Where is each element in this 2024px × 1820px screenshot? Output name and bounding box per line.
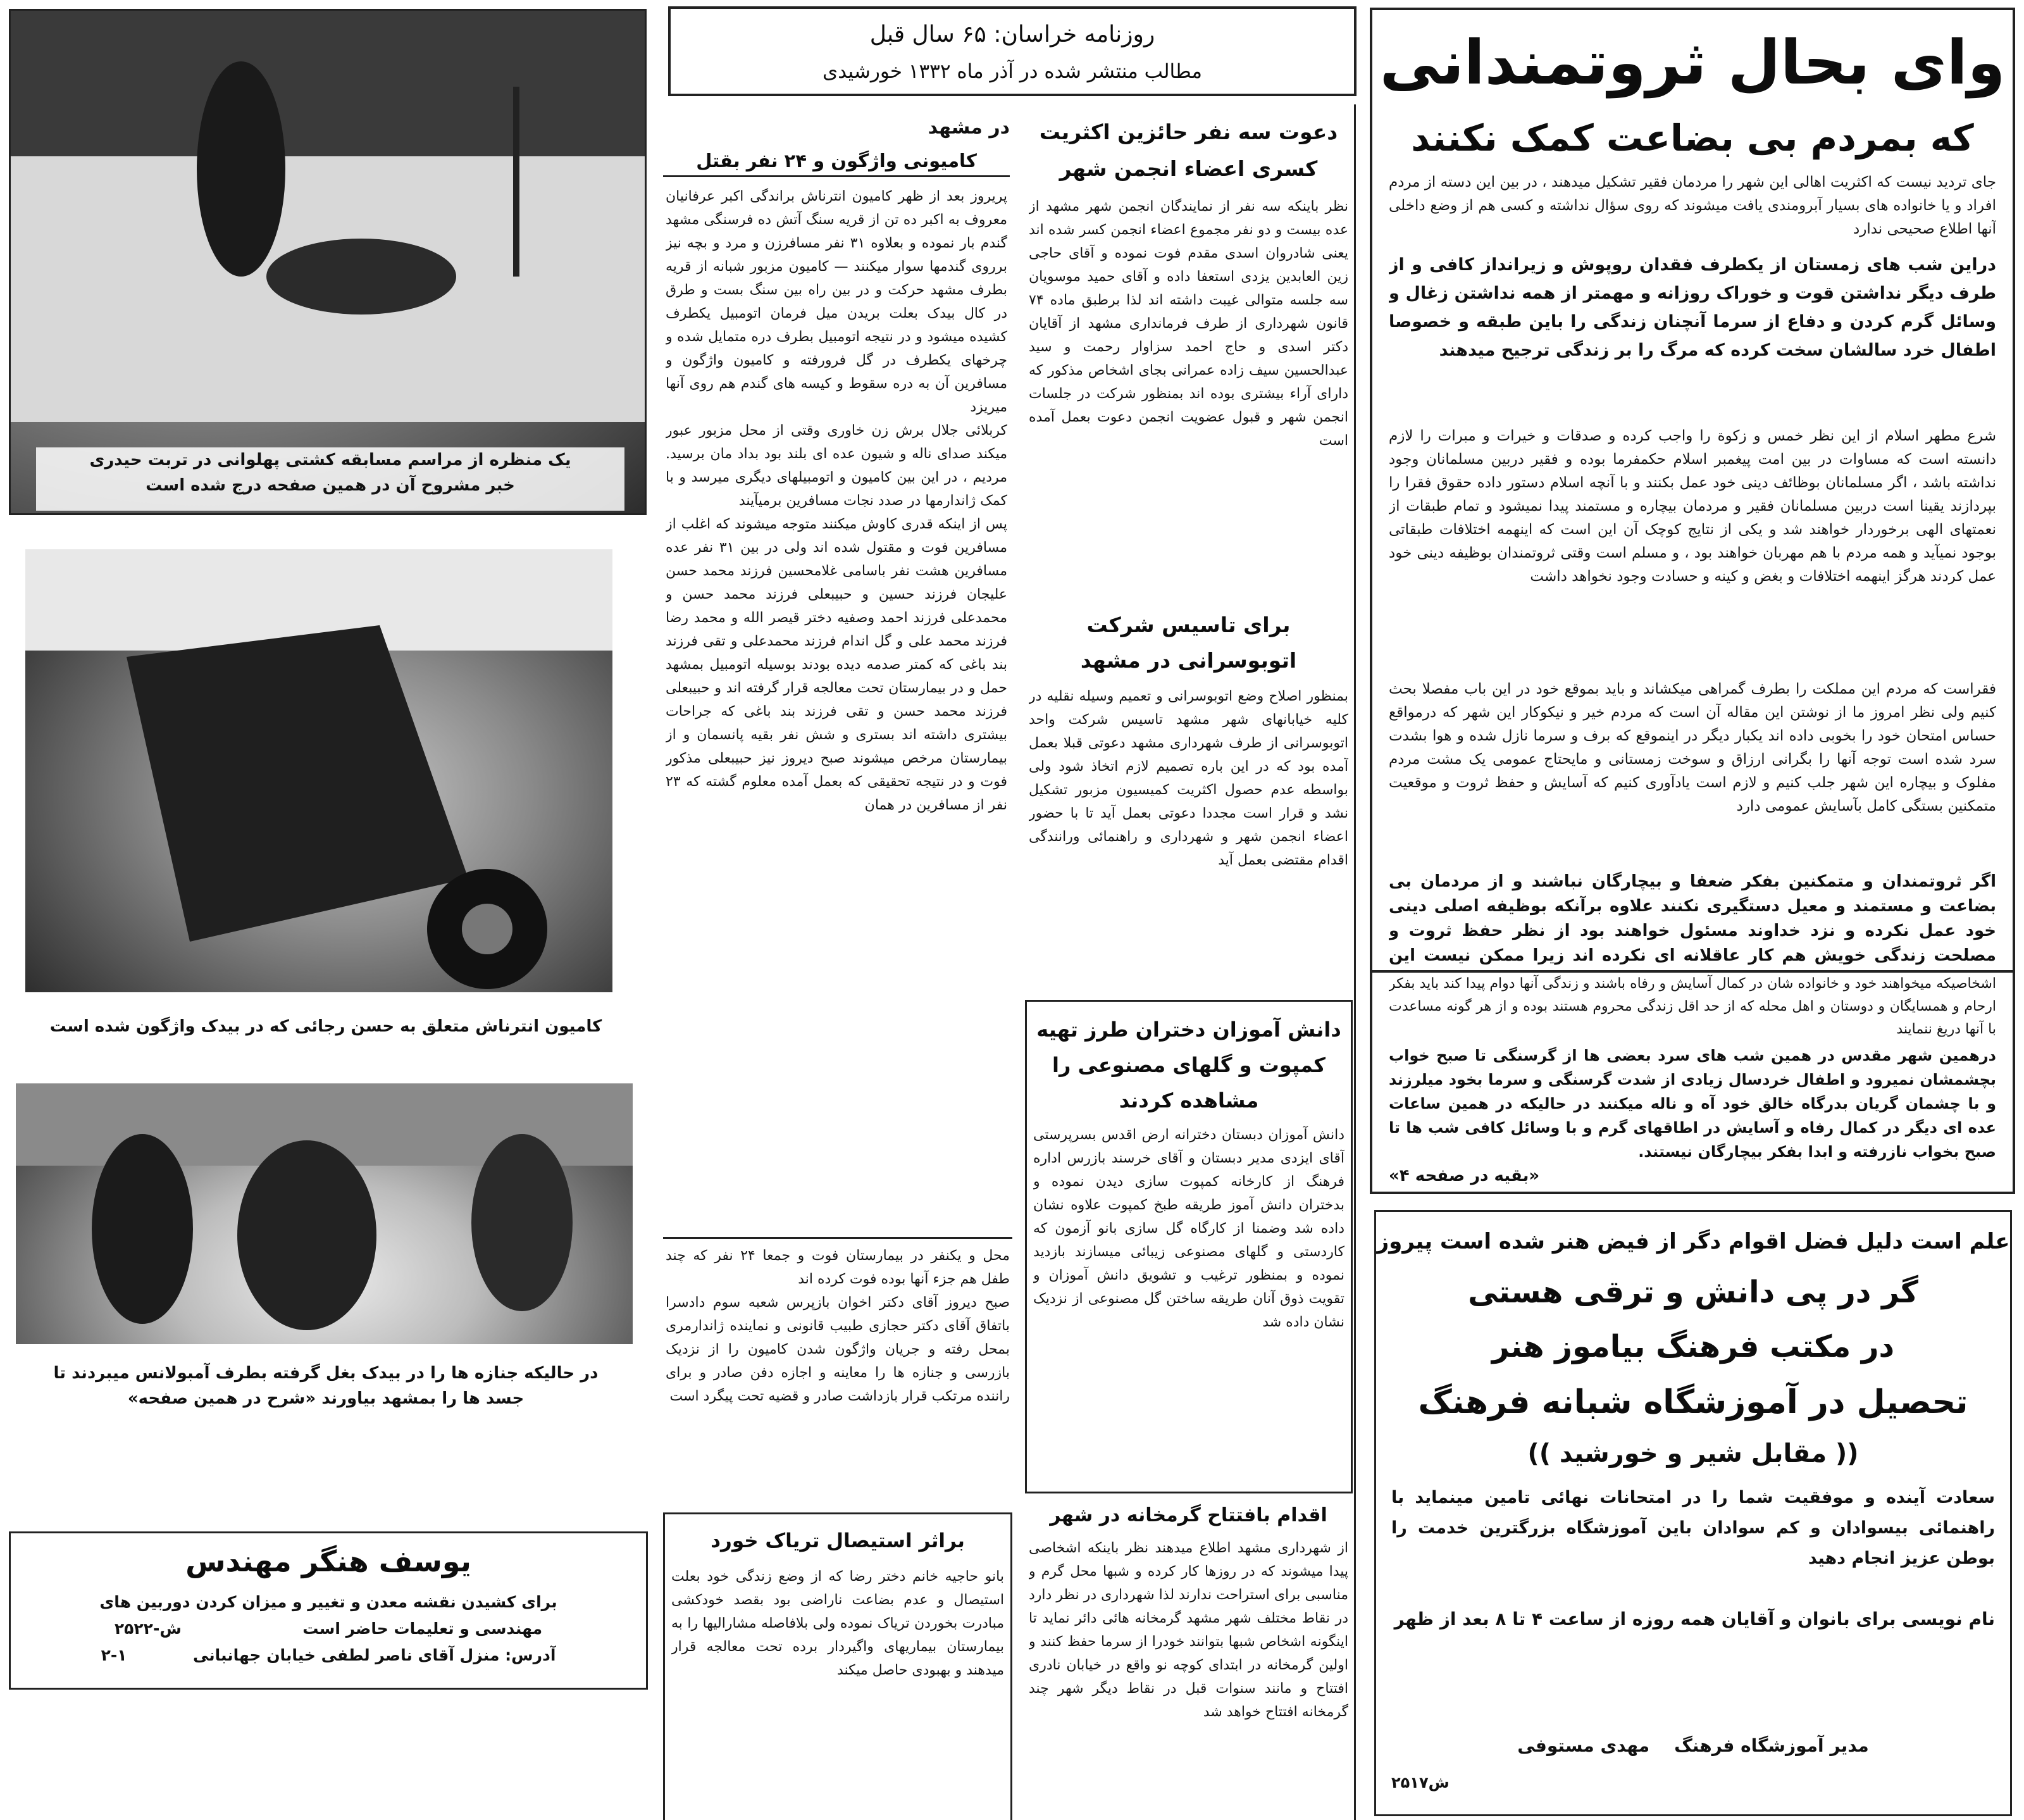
article-council — [1029, 114, 1348, 604]
masthead-subtitle: مطالب منتشر شده در آذر ماه ۱۳۳۲ خورشیدی — [823, 60, 1202, 83]
school-ad-line1: علم است دلیل فضل اقوام دگر از فیض هنر شده است پیروز — [1376, 1229, 2010, 1254]
masthead-title: روزنامه خراسان: ۶۵ سال قبل — [869, 22, 1155, 47]
article-truck-body: پریروز بعد از ظهر کامیون انترناش براندگی اکبر عرفانیان معروف به اکبر ده تن از قریه سنگ آتش ده فرسنگی مشهد گندم بار نموده و بعلاوه ۳۱ نفر مسافرزن و مرد و بچه نیز برروی گندمها سوار میکنند — کامیون مزبور شبانه از قریه بطرف مشهد حرکت و در بین راه بین سنگ بست و طرق در کال بیدک بعلت بریدن میل فرمان اتومبیل یکطرف کشیده میشود و در نتیجه اتومبیل بطرف دره متمایل شده و چرخهای یکطرف در گل فرورفته و کامیون واژگون و مسافرین آن به دره سقوط و کیسه های گندم هم روی آنها میریزد کربلائی جلال برش زن خاوری وقتی از محل مزبور عبور میکند صدای ناله و شیون عده ای بلند بود بداد مان برسید. مردیم ، در این بین کامیون و اتومبیلهای دیگری میرسد و با کمک ژاندارمها در صدد نجات مسافرین برمیآیند پس از اینکه قدری کاوش میکنند متوجه میشوند که اغلب از مسافرین فوت و مقتول شده اند ولی در بین ۳۱ نفر عده مسافرین هشت نفر باسامی غلامحسین فرزند محمد حسن علیجان فرزند حسین و حبیبعلی فرزند محمد حسن و محمدعلی فرزند احمد وصفیه دختر قیصر الله و محمد رضا فرزند محمد علی و گل اندام فرزند محمدعلی و تقی فرزند بند باغی که کمتر صدمه دیده بودند بوسیله اتومبیل بمشهد حمل و در بیمارستان تحت معالجه قرار گرفته اند و حبیبعلی فرزند محمد حسن و تقی فرزند بند باغی که جراحات بیشتری داشته اند بستری و شش نفر بقیه پانسمان و از بیمارستان مرخص میشوند صبح دیروز نیز حبیبعلی مذکور فوت و در نتیجه تحقیقی که بعمل آمده معلوم گشته که ۲۳ نفر از مسافرین در همان — [666, 189, 1007, 813]
article-truck — [663, 114, 1014, 1234]
article-bath — [1029, 1500, 1348, 1820]
wrestling-photo-art — [9, 11, 645, 515]
article-girls-body: دانش آموزان دبستان دخترانه ارض اقدس بسرپرستی آقای ایزدی مدیر دبستان و آقای خرسند بازرس اداره فرهنگ از کارخانه کمپوت سازی دیدن نموده و بدختران دانش آموز طریقه طبخ کمپوت علاوه نشان داده شد وضمنا از کارگاه گل سازی بانو آزمون که کاردستی و گلهای مصنوعی زیبائی میسازند بازدید نموده و بمنظور ترغیب و تشویق دانش آموزان و تقویت ذوق آنان طریقه ساختن گل مصنوعی از نزدیک نشان داده شد — [1033, 1127, 1344, 1330]
article-truck-headline: کامیونی واژگون و ۲۴ نفر بقتل — [663, 146, 1010, 177]
editorial-p1: جای تردید نیست که اکثریت اهالی این شهر را مردمان فقیر تشکیل میدهند ، در بین این دسته از مردم افراد و یا خانواده های بسیار آبرومندی یافت میشوند که روی سؤال نداشته و کسی هم از وضع داخلی آنها اطلاع صحیحی ندارد — [1389, 174, 1996, 237]
wrestling-caption: یک منظره از مراسم مسابقه کشتی پهلوانی در تربت حیدری خبر مشروح آن در همین صفحه درج شده است — [36, 447, 624, 511]
editorial-continued: «بقیه در صفحه ۴» — [1389, 1166, 1540, 1185]
article-bath-body: از شهرداری مشهد اطلاع میدهند نظر باینکه اشخاصی پیدا میشوند که در روزها کار کرده و شبها محل گرم و مناسبی برای استراحت ندارند لذا شهرداری در نظر دارد در نقاط مختلف شهر مشهد گرمخانه هائی دائر نماید تا اینگونه اشخاص شبها بتوانند خودرا از سرما حفظ کنند و اولین گرمخانه در ابتدای کوچه نو واقع در خیابان نادری افتتاح و مانند سنوات قبل در نقاط دیگر شهر چند گرمخانه افتتاح خواهد شد — [1029, 1540, 1348, 1720]
article-opium — [663, 1512, 1012, 1820]
truck-caption: کامیون انترناش متعلق به حسن رجائی که در بیدک واژگون شده است — [49, 1017, 602, 1036]
editorial — [1370, 8, 2015, 973]
school-ad-signature: مدیر آموزشگاه فرهنگ مهدی مستوفی — [1517, 1735, 1869, 1756]
article-truck-kicker: در مشهد — [928, 116, 1010, 139]
editorial-p5: اگر ثروتمندان و متمکنین بفکر ضعفا و بیچارگان نباشند و از مردمان بی بضاعت و مستمند و معیل دستگیری نکنند علاوه برآنکه بوظیفه اصلی دینی خود عمل نکرده و نزد خداوند مسئول خواهند بود از نظر حفظ ثروت و مصلحت زندگی خویش هم کار عاقلانه ای نکرده اند زیرا ممکن نیست این — [1389, 872, 1996, 965]
masthead — [668, 6, 1357, 96]
editorial-p7: درهمین شهر مقدس در همین شب های سرد بعضی ها از گرسنگی تا صبح خواب بچشمشان نمیرود و اطفال خردسال زیادی از شدت گرسنگی و سرما بخود میلرزند و با چشمان گریان بدرگاه خالق خود آه و ناله میکنند در حالیکه در همین ساعات عده ای دیگر در کمال رفاه و آسایش در اطاقهای گرم و با وسائل کافی شب ها تا صبح بخواب نازرفته و ابدا بفکر بیچارگان نیستند. — [1389, 1047, 1996, 1161]
rule-truck-continuation — [663, 1237, 1012, 1239]
editorial-headline-1: وای بحال ثروتمندانی — [1379, 27, 2006, 98]
school-ad-line4: تحصیل در آموزشگاه شبانه فرهنگ — [1418, 1383, 1968, 1421]
article-girls-headline: دانش آموزان دختران طرز تهیه کمپوت و گلهای مصنوعی را مشاهده کردند — [1036, 1018, 1341, 1113]
article-council-headline: دعوت سه نفر حائزین اکثریت کسری اعضاء انجمن شهر — [1039, 120, 1338, 181]
article-truck-continuation: محل و یکنفر در بیمارستان فوت و جمعا ۲۴ نفر که چند طفل هم جزء آنها بوده فوت کرده اند صبح دیروز آقای دکتر اخوان بازپرس شعبه سوم دادسرا باتفاق آقای دکتر حجازی طبیب قانونی و نماینده ژاندارمری بمحل رفته و جریان واژگون شدن کامیون را از نزدیک بازرسی و جنازه ها را معاینه و اجازه دفن صادر و برای راننده مرتکب قرار بازداشت صادر و قضیه تحت پیگرد است — [666, 1248, 1010, 1404]
article-bus-body: بمنظور اصلاح وضع اتوبوسرانی و تعمیم وسیله نقلیه در کلیه خیابانهای شهر مشهد تاسیس شرکت واحد اتوبوسرانی از طرف شهرداری مشهد دعوتی قبلا بعمل آمده بود که در این باره تصمیم لازم اتخاذ شود ولی بواسطه عدم حصول اکثریت کمیسیون مزبور تشکیل نشد و قرار است مجددا دعوتی بعمل آید تا با حضور اعضاء انجمن شهر و شهرداری و راهنمائی ورانندگی اقدام مقتضی بعمل آید — [1029, 689, 1348, 868]
truck-photo-art — [25, 549, 612, 992]
funeral-photo — [16, 1083, 633, 1344]
school-ad-hours: نام نویسی برای بانوان و آقایان همه روزه از ساعت ۴ تا ۸ بعد از ظهر — [1394, 1609, 1995, 1630]
school-ad-body: سعادت آینده و موفقیت شما را در امتحانات نهائی تامین مینماید با راهنمائی بیسوادان و کم سوادان باین آموزشگاه بزرگترین خدمت را بوطن عزیز انجام دهید — [1391, 1488, 1995, 1568]
school-ad-line2: گر در پی دانش و ترقی هستی — [1468, 1275, 1918, 1310]
engineer-ad-body: برای کشیدن نقشه معدن و تغییر و میزان کردن دوربین های مهندسی و تعلیمات حاضر است ش-۲۵۲۲ آدرس: منزل آقای ناصر لطفی خیابان جهانبانی ۱-۲ — [99, 1593, 557, 1664]
editorial-p6: اشخاصیکه میخواهند خود و خانواده شان در کمال آسایش و رفاه باشند و زندگی آنها دوام پیدا کند باید بفکر ارحام و همسایگان و دوستان و اهل محله که از حد اقل زندگی محروم هستند بوده و از هر گونه مساعدت با آنها دریغ ننمایند — [1389, 976, 1996, 1037]
school-ad-line5: (( مقابل شیر و خورشید )) — [1527, 1439, 1859, 1468]
article-bus — [1029, 608, 1348, 1000]
article-opium-body: بانو حاجیه خانم دختر رضا که از وضع زندگی خود بعلت استیصال و عدم بضاعت ناراضی بود بقصد خودکشی مبادرت بخوردن تریاک نموده ولی بلافاصله مشارالیها را به بیمارستان بیماریهای واگیردار برده تحت معالجه قرار میدهند و بهبودی حاصل میکند — [671, 1569, 1004, 1678]
school-ad-line3: در مکتب فرهنگ بیاموز هنر — [1491, 1329, 1895, 1364]
article-opium-headline: براثر استیصال تریاک خورد — [711, 1530, 965, 1552]
editorial-headline-2: که بمردم بی بضاعت کمک نکنند — [1411, 116, 1974, 159]
editorial-cont — [1370, 973, 2015, 1194]
article-council-body: نظر باینکه سه نفر از نمایندگان انجمن شهر مشهد از عده بیست و دو نفر مجموع اعضاء انجمن کسر شده اند یعنی شادروان اسدی مقدم فوت نموده و آقای حاجی زین العابدین یزدی استعفا داده و آقای حمید موسویان سه جلسه متوالی غیبت داشته اند لذا برطبق ماده ۷۴ قانون شهرداری از طرف فرمانداری مشهد از آقایان دکتر اسدی و حاج احمد سزاوار رحمت و سید عبدالحسین سیف زاده عمرانی بجای اشخاص مذکور که دارای آراء بیشتری بوده اند بمنظور شرکت در جلسات انجمن شهر و قبول عضویت انجمن دعوت بعمل آمده است — [1029, 199, 1348, 449]
article-bath-headline: اقدام بافتتاح گرمخانه در شهر — [1050, 1504, 1327, 1526]
editorial-p4: فقراست که مردم این مملکت را بطرف گمراهی میکشاند و باید بموقع خود در این باب مفصلا بحث کنیم ولی نظر امروز ما از نوشتن این مقاله آن است که مردم خیر و نیکوکار این شهر که درمواقع حساس امتحان خود را بخوبی داده اند یکبار دیگر در اینموقع که برف و سرما نازل شده و هوا بشدت سرد شده است توجه آنها را بگرانی ارزاق و سوخت زمستانی و مایحتاج عمومی یک مشت مردم مفلوک و بیچاره این شهر جلب کنیم و لازم است یادآوری کنیم که آسایش و حفظ ثروت و موقعیت متمکنین بستگی کامل بآسایش عمومی دارد — [1389, 681, 1996, 814]
editorial-p2: دراین شب های زمستان از یکطرف فقدان روپوش و زیرانداز کافی و از طرف دیگر نداشتن قوت و خوراک روزانه و مهمتر از همه نداشتن زغال و وسائل گرم کردن و دفاع از سرما آنچنان زندگی را باین طبقه و خصوصا اطفال خرد سالشان سخت کرده که مرگ را بر زندگی ترجیح میدهند — [1389, 255, 1996, 360]
rule-col-mid — [1354, 104, 1356, 1820]
engineer-ad-title: یوسف هنگر مهندس — [185, 1544, 471, 1578]
school-ad — [1374, 1210, 2012, 1816]
funeral-caption: در حالیکه جنازه ها را در بیدک بغل گرفته بطرف آمبولانس میبردند تا جسد ها را بمشهد بیاورند «شرح در همین صفحه» — [53, 1364, 599, 1408]
funeral-photo-art — [16, 1083, 633, 1344]
truck-photo — [25, 549, 612, 992]
editorial-p3: شرع مطهر اسلام از این نظر خمس و زکوة را واجب کرده و صدقات و خیرات و مبرات را لازم دانسته است که مساوات در بین امت پیغمبر اسلام حکمفرما بوده و فقیر دربین مسلمانان وجود نداشته باشد ، اگر مسلمانان بوظائف دینی خود عمل بکنند و با آنچه اسلام دستور داده حقوق فقرا را بپردازند یقینا است دربین مسلمانان فقیر و مردمان بیچاره و مستمند پیدا نمیشود و تمام طبقات از نعمتهای الهی برخوردار خواهند شد و یکی از نتایج کوچک آن این است که اینهمه اختلافات طبقاتی بوجود نمیآید و همه مردم با هم مهربان خواهند بود ، و مسلم است وقتی ثروتمندان بوظیفه دینی خود عمل کردند هرگز اینهمه اختلافات و بغض و کینه و حسادت وجود نخواهد داشت — [1389, 428, 1996, 585]
article-girls — [1025, 1000, 1353, 1493]
wrestling-photo — [9, 9, 647, 515]
school-ad-code: ش۲۵۱۷ — [1391, 1774, 1450, 1792]
article-bus-headline: برای تاسیس شرکت اتوبوسرانی در مشهد — [1080, 613, 1297, 673]
engineer-ad — [9, 1531, 648, 1690]
